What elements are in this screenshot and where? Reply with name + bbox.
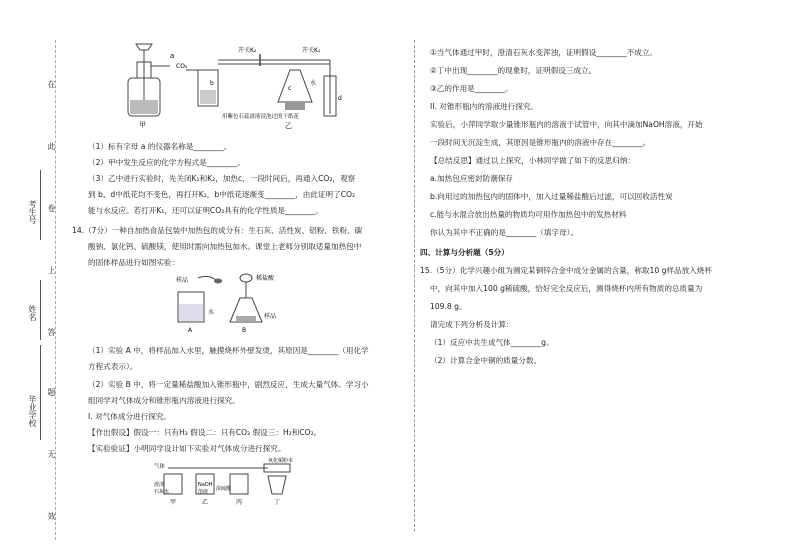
seal-char: 无 xyxy=(47,450,56,458)
r15: 109.8 g。 xyxy=(430,302,467,311)
r17: （1）反应中共生成气体________g。 xyxy=(430,338,554,347)
seal-char: 效 xyxy=(47,512,56,520)
q14-stem-a: 14.（7分）一种自加热食品包装中加热包的成分有：生石灰、活性炭、铝粉、铁粉、碳 xyxy=(72,226,363,235)
q13-2: （2）甲中发生反应的化学方程式是________。 xyxy=(88,158,245,167)
paper-flower-note: 用紫色石蕊溶液浸泡过的干纸花 xyxy=(222,114,300,120)
school-field[interactable] xyxy=(40,345,41,440)
r18: （2）计算合金中铜的质量分数。 xyxy=(430,356,542,365)
fig-a-label: A xyxy=(188,327,193,334)
column-divider xyxy=(414,40,415,532)
naoh-label-2: 溶液 xyxy=(198,489,209,495)
cuo-label: 氧化铜粉末 xyxy=(268,458,294,464)
student-id-field[interactable] xyxy=(40,170,41,240)
bottle-bing: 丙 xyxy=(236,499,243,506)
tube-ding: 丁 xyxy=(274,499,281,506)
co2-label: CO₂ xyxy=(176,63,188,70)
seal-char: 卷 xyxy=(47,204,56,212)
r9: b.向用过的加热包内的固体中，加入过量稀盐酸后过滤，可以回收活性炭 xyxy=(430,192,673,201)
water-label: 水 xyxy=(310,80,317,87)
school-label: 毕业学校 xyxy=(28,395,37,427)
limewater-label-2: 石灰水 xyxy=(154,489,170,495)
q14-2a: （2）实验 B 中，将一定量稀盐酸加入锥形瓶中，剧烈反应，生成大量气体。学习小 xyxy=(88,380,369,389)
q14-1b: 方程式表示）。 xyxy=(88,362,138,371)
jia-label: 甲 xyxy=(139,121,146,129)
sample-label-b: 样品 xyxy=(264,313,277,320)
svg-text:c: c xyxy=(288,85,292,92)
r11: 你认为其中不正确的是________（填字母）。 xyxy=(430,228,579,237)
q14-stem-b: 酸钠、氯化钙、硫酸镁，使用时需向加热包加水。课堂上老师分别取适量加热包中 xyxy=(88,242,362,251)
limewater-label-1: 澄清 xyxy=(154,482,165,488)
yi-label: 乙 xyxy=(285,122,292,130)
r4: II. 对锥形瓶内的溶液进行探究。 xyxy=(430,102,539,111)
conc-h2so4-label: 浓硫酸 xyxy=(216,486,232,492)
r3: ③乙的作用是________。 xyxy=(430,84,513,93)
q14-2b: 组同学对气体成分和锥形瓶内溶液进行探究。 xyxy=(88,396,240,405)
name-label: 姓名 xyxy=(28,305,37,321)
r7: 【总结反思】通过以上探究，小林同学做了如下的反思归纳： xyxy=(430,156,636,165)
q14-stem-c: 的固体样品进行如图实验： xyxy=(88,258,180,267)
seal-char: 上 xyxy=(47,266,56,274)
student-id-label: 考生号 xyxy=(28,200,37,224)
binding-dashed-line xyxy=(55,40,56,540)
experiment-figure-ab xyxy=(168,268,298,336)
q14-part-i: I. 对气体成分进行探究。 xyxy=(88,412,172,421)
q13-3c: 能与水反应。若打开K₁，还可以证明CO₂具有的化学性质是________。 xyxy=(88,206,323,215)
seal-char: 答 xyxy=(47,328,56,336)
name-field[interactable] xyxy=(40,280,41,340)
seal-char: 在 xyxy=(47,80,56,88)
sample-label: 样品 xyxy=(176,277,189,284)
k2-label: 开关K₂ xyxy=(238,47,257,54)
r6: 一段时间无沉淀生成，其原因是锥形瓶内的溶液中存在________。 xyxy=(430,138,651,147)
svg-text:a: a xyxy=(170,52,175,60)
section-4-heading: 四、计算与分析题（5分） xyxy=(420,248,509,257)
svg-text:d: d xyxy=(338,95,342,102)
hypothesis: 【作出假设】假设一：只有H₂ 假设二：只有CO₂ 假设三：H₂和CO₂。 xyxy=(88,428,322,437)
r14: 中，向其中加入100 g稀硫酸，恰好完全反应后，测得烧杯内所有物质的总质量为 xyxy=(430,284,703,293)
r16: 请完成下列分析及计算： xyxy=(430,320,514,329)
r2: ②丁中出现________的现象时，证明假设三成立。 xyxy=(430,66,597,75)
q14-1a: （1）实验 A 中，将样品加入水里，触摸烧杯外壁发烫，其原因是________（用化学 xyxy=(88,346,369,355)
gas-label: 气体 xyxy=(154,464,166,470)
bottle-yi: 乙 xyxy=(202,499,209,506)
k1-label: 开关K₁ xyxy=(302,47,321,54)
r13: 15.（5分）化学兴趣小组为测定某铜锌合金中成分金属的含量，称取10 g样品放入烧杯 xyxy=(420,266,712,275)
naoh-label-1: NaOH xyxy=(198,482,213,488)
q13-1: （1）标有字母 a 的仪器名称是________。 xyxy=(88,142,232,151)
r10: c.能与水混合放出热量的物质均可用作加热包中的发热材料 xyxy=(430,210,627,219)
r5: 实验后，小萍同学取少量锥形瓶内的溶液于试管中，向其中滴加NaOH溶液，开始 xyxy=(430,120,703,129)
fig-b-label: B xyxy=(242,327,247,334)
r1: ①当气体通过甲时，澄清石灰水变浑浊，证明假设________不成立。 xyxy=(430,48,658,57)
acid-label: 稀盐酸 xyxy=(256,275,275,282)
water-label-a: 水 xyxy=(208,309,215,316)
r8: a.加热包应密封防潮保存 xyxy=(430,174,514,183)
verification: 【实验验证】小明同学设计如下实验对气体成分进行探究。 xyxy=(88,444,286,453)
bottle-jia: 甲 xyxy=(170,499,177,506)
q13-3b: 到 b、d中纸花均不变色，再打开K₂，b中纸花逐渐变________，由此证明了CO₂ xyxy=(88,190,356,199)
q13-3a: （3）乙中进行实验时，先关闭K₁和K₂，加热c，一段时间后，再通入CO₂，观察 xyxy=(88,174,356,183)
apparatus-figure-jia-yi xyxy=(120,40,360,130)
gas-test-figure xyxy=(150,456,310,508)
seal-char: 题 xyxy=(47,388,56,396)
svg-text:b: b xyxy=(210,80,214,87)
seal-char: 此 xyxy=(47,142,56,150)
